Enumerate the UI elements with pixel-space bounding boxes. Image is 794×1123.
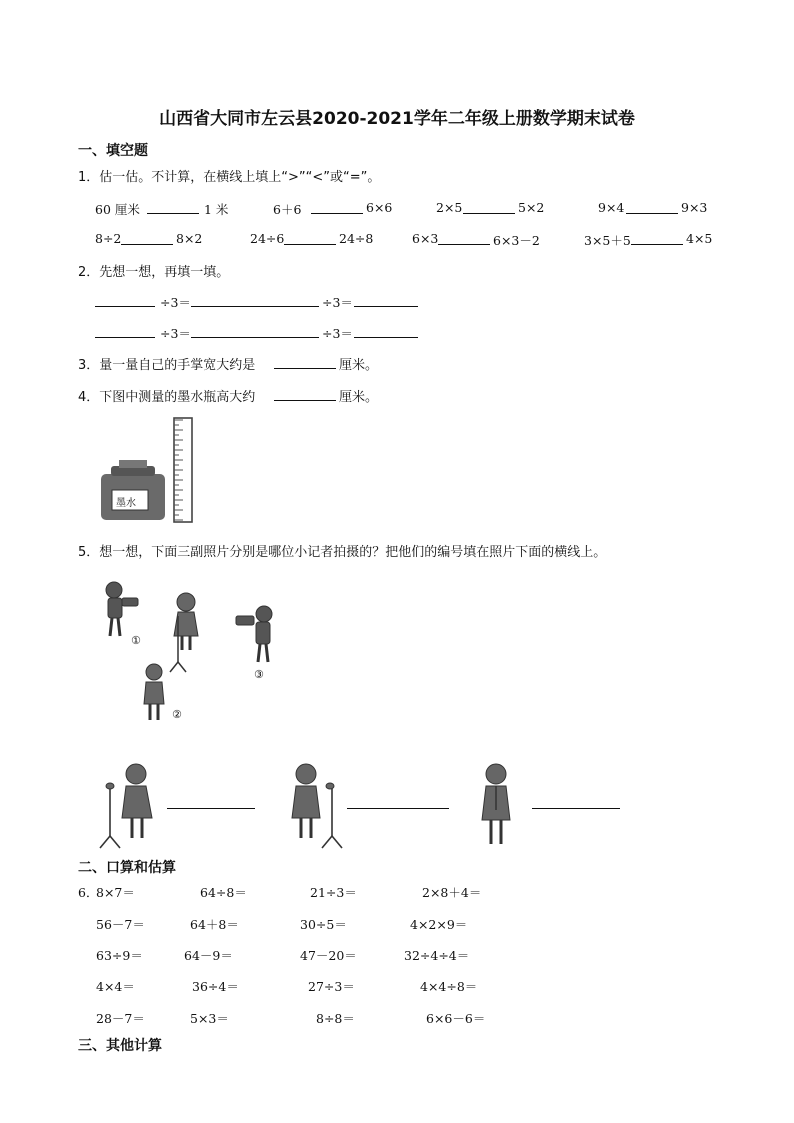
q1-r1-left-2: 6＋6	[273, 202, 302, 217]
calc-item: 4×4÷8＝	[420, 979, 478, 994]
q1-answer-blank[interactable]	[284, 244, 336, 245]
q2-op: ÷3＝	[160, 326, 191, 341]
question-1-label: 1．估一估。不计算，在横线上填上“>”“<”或“=”。	[78, 170, 381, 185]
question-3-label: 3．量一量自己的手掌宽大约是	[78, 358, 256, 373]
section-heading-2: 二、口算和估算	[78, 860, 176, 876]
reporter-3-figure	[236, 606, 272, 662]
question-2-label: 2．先想一想，再填一填。	[78, 265, 230, 280]
q1-r2-right-4: 4×5	[686, 231, 713, 246]
calc-item: 21÷3＝	[310, 885, 357, 900]
calc-item: 36÷4＝	[192, 979, 239, 994]
reporters-scene-figure	[100, 576, 290, 728]
question-3-unit: 厘米。	[339, 358, 379, 373]
question-5-label: 5．想一想，下面三副照片分别是哪位小记者拍摄的？把他们的编号填在照片下面的横线上。	[78, 545, 607, 560]
q1-answer-blank[interactable]	[631, 244, 683, 245]
q1-r2-left-4: 3×5＋5	[584, 233, 631, 248]
q2-blank[interactable]	[95, 306, 155, 307]
calc-item: 4×2×9＝	[410, 917, 468, 932]
q2-blank[interactable]	[354, 337, 418, 338]
q1-answer-blank[interactable]	[463, 213, 515, 214]
q3-blank[interactable]	[274, 368, 336, 369]
q1-r2-left-1: 8÷2	[95, 231, 122, 246]
calc-item: 5×3＝	[190, 1011, 229, 1026]
reporter-3-number: ③	[254, 668, 264, 681]
photo-3-answer-blank[interactable]	[532, 808, 620, 809]
calc-item: 8÷8＝	[316, 1011, 355, 1026]
q4-blank[interactable]	[274, 400, 336, 401]
q2-blank[interactable]	[191, 306, 319, 307]
q1-answer-blank[interactable]	[626, 213, 678, 214]
singer-figure	[170, 593, 198, 672]
ink-bottle-ruler-figure	[95, 416, 205, 524]
reporter-2-number: ②	[172, 708, 182, 721]
q1-r1-left-1: 60 厘米	[95, 202, 140, 217]
q1-r2-left-2: 24÷6	[250, 231, 285, 246]
section-heading-1: 一、填空题	[78, 143, 148, 159]
q1-r1-right-1: 1 米	[204, 202, 229, 217]
calc-item: 64＋8＝	[190, 917, 239, 932]
photo-1-figure	[96, 760, 162, 852]
calc-item: 2×8＋4＝	[422, 885, 482, 900]
ink-bottle-label: 墨水	[116, 498, 136, 509]
question-6-number: 6．	[78, 885, 99, 900]
q1-answer-blank[interactable]	[311, 213, 363, 214]
q2-blank[interactable]	[191, 337, 319, 338]
q1-r2-right-3: 6×3－2	[493, 233, 540, 248]
q1-r1-left-4: 9×4	[598, 200, 625, 215]
calc-item: 56－7＝	[96, 917, 145, 932]
q2-op: ÷3＝	[322, 295, 353, 310]
reporter-1-number: ①	[131, 634, 141, 647]
calc-item: 27÷3＝	[308, 979, 355, 994]
q1-r1-right-4: 9×3	[681, 200, 708, 215]
q1-r1-right-3: 5×2	[518, 200, 545, 215]
calc-item: 47－20＝	[300, 948, 357, 963]
calc-item: 6×6－6＝	[426, 1011, 486, 1026]
question-4-label: 4．下图中测量的墨水瓶高大约	[78, 390, 256, 405]
q2-blank[interactable]	[354, 306, 418, 307]
q1-answer-blank[interactable]	[147, 213, 199, 214]
q2-op: ÷3＝	[160, 295, 191, 310]
q1-r1-right-2: 6×6	[366, 200, 393, 215]
reporter-1-figure	[106, 582, 138, 636]
calc-item: 30÷5＝	[300, 917, 347, 932]
q1-r2-left-3: 6×3	[412, 231, 439, 246]
section-heading-3: 三、其他计算	[78, 1038, 162, 1054]
q1-r2-right-1: 8×2	[176, 231, 203, 246]
photo-3-figure	[472, 760, 522, 852]
question-4-unit: 厘米。	[339, 390, 379, 405]
calc-item: 64÷8＝	[200, 885, 247, 900]
page-title: 山西省大同市左云县2020-2021学年二年级上册数学期末试卷	[159, 109, 635, 129]
calc-item: 63÷9＝	[96, 948, 143, 963]
q1-r2-right-2: 24÷8	[339, 231, 374, 246]
q1-answer-blank[interactable]	[438, 244, 490, 245]
calc-item: 64－9＝	[184, 948, 233, 963]
photo-2-answer-blank[interactable]	[347, 808, 449, 809]
q1-answer-blank[interactable]	[121, 244, 173, 245]
calc-item: 32÷4÷4＝	[404, 948, 470, 963]
photo-2-figure	[284, 760, 350, 852]
q2-blank[interactable]	[95, 337, 155, 338]
q1-r1-left-3: 2×5	[436, 200, 463, 215]
photo-1-answer-blank[interactable]	[167, 808, 255, 809]
calc-item: 8×7＝	[96, 885, 135, 900]
calc-item: 4×4＝	[96, 979, 135, 994]
calc-item: 28－7＝	[96, 1011, 145, 1026]
reporter-2-figure	[144, 664, 164, 720]
q2-op: ÷3＝	[322, 326, 353, 341]
